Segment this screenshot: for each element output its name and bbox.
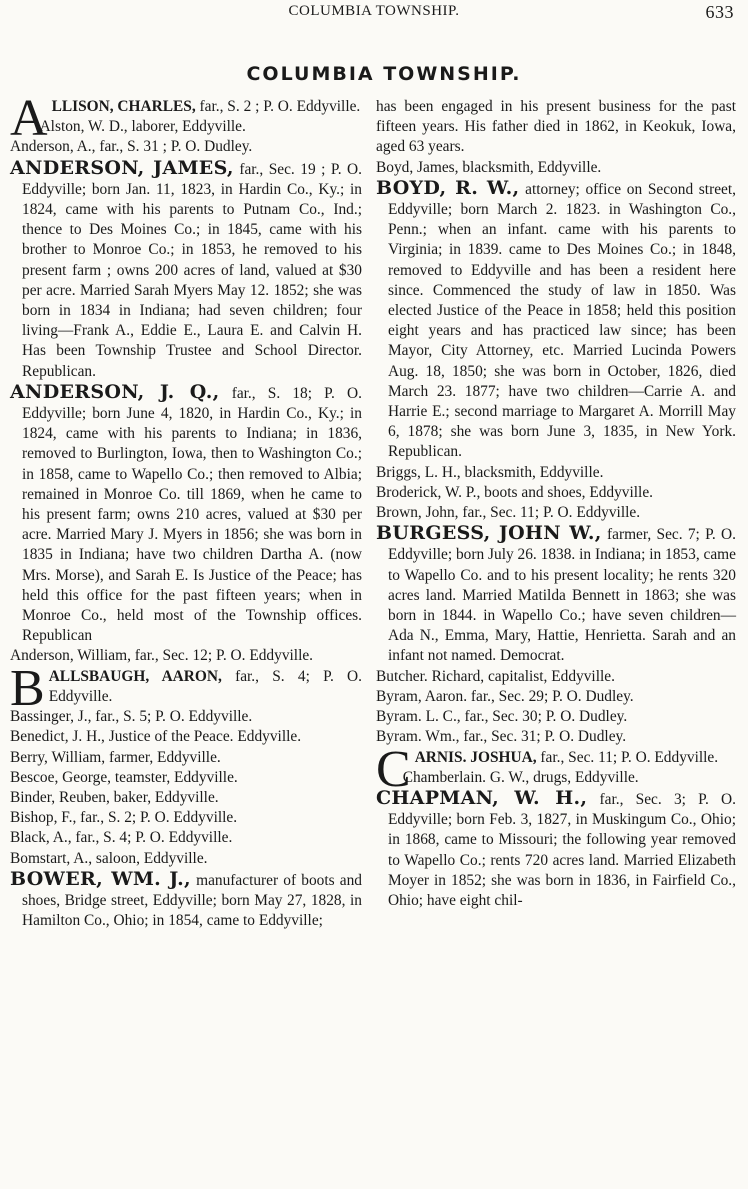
entry-text: Briggs, L. H., blacksmith, Eddyville. <box>376 463 604 481</box>
entry-text: far., S. 18; P. O. Eddyville; born June 4, 1820, in Hardin Co., Ky.; in 1824, came with his parents to Indiana; in 1836, removed to Burlington, Iowa, then to Washington Co.; in 1858, came to Wapello Co.; then removed to Albia; remained in Monroe Co. till 1869, when he came to his present farm; owns 210 acres, valued at $30 per acre. Married Mary J. Myers in 1856; she was born in 1835 in Indiana; have two children Dartha A. (now Mrs. Morse), and Sarah E. Is Justice of the Peace; has held this office for the past fifteen years; when in Monroe Co., held most of the Township offices. Republican <box>22 384 363 645</box>
entry-name: ALLSBAUGH, AARON, <box>48 667 222 685</box>
section-heading: COLUMBIA TOWNSHIP. <box>246 63 522 85</box>
directory-entry <box>376 523 736 666</box>
entry-text: Black, A., far., S. 4; P. O. Eddyville. <box>10 829 233 847</box>
entry-name: ARNIS. JOSHUA, <box>414 748 537 766</box>
entry-text: attorney; office on Second street, Eddyville; born March 2. 1823. in Washington Co., Penn.; when an infant. came with his parents to Virginia; in 1839. came to Des Moines Co.; in 1848, removed to Eddyville and has been a resident here since. Commenced the study of law in 1850. Was elected Justice of the Peace in 1858; held this position eight years and has practiced law since; has been Mayor, City Attorney, etc. Married Lucinda Powers Aug. 18, 1850; she was born in October, 1826, died March 23. 1877; have two children—Carrie A. and Harrie E.; second marriage to Margaret A. Morrill May 6, 1878; she was born June 3, 1835, in New York. Republican. <box>388 180 736 461</box>
right-column <box>376 97 736 911</box>
directory-entry <box>10 768 362 788</box>
directory-entry <box>10 727 362 747</box>
directory-entry <box>10 382 362 647</box>
directory-entry <box>376 727 736 747</box>
drop-cap: C <box>376 740 411 798</box>
entry-text: has been engaged in his present business for the past fifteen years. His father died in 1862, in Keokuk, Iowa, aged 63 years. <box>376 98 736 156</box>
directory-entry <box>376 687 736 707</box>
entry-text: Butcher. Richard, capitalist, Eddyville. <box>376 667 615 685</box>
directory-entry <box>10 117 362 137</box>
entry-text: far., Sec. 11; P. O. Eddyville. <box>536 748 719 766</box>
directory-entry <box>10 137 362 157</box>
entry-name: ANDERSON, J. Q., <box>10 380 220 403</box>
page-number: 633 <box>705 2 734 22</box>
entry-text: Bishop, F., far., S. 2; P. O. Eddyville. <box>10 809 238 827</box>
directory-entry <box>376 97 736 158</box>
directory-entry <box>376 463 736 483</box>
entry-text: Byram, Aaron. far., Sec. 29; P. O. Dudley. <box>376 687 634 705</box>
directory-entry <box>10 849 362 869</box>
entry-text: Binder, Reuben, baker, Eddyville. <box>10 788 219 806</box>
entry-text: Benedict, J. H., Justice of the Peace. Eddyville. <box>10 728 302 746</box>
drop-cap: A <box>10 90 48 147</box>
entry-text: Bescoe, George, teamster, Eddyville. <box>10 768 238 786</box>
directory-entry <box>10 748 362 768</box>
entry-name: LLISON, CHARLES, <box>51 98 196 115</box>
directory-entry <box>10 869 362 932</box>
running-head <box>0 3 748 27</box>
entry-text: far., S. 2 ; P. O. Eddyville. <box>195 98 361 115</box>
entry-text: far., Sec. 19 ; P. O. Eddyville; born Jan. 11, 1823, in Hardin Co., Ky.; in 1824, came with his parents to Putnam Co., Ind.; thence to Des Moines Co.; in 1845, came with his brother to Monroe Co.; in 1853, he removed to his present farm ; owns 200 acres of land, valued at $30 per acre. Married Sarah Myers May 12. 1852; she was born in 1834 in Indiana; had seven children; four living—Frank A., Eddie E., Laura E. and Calvin H. Has been Township Trustee and School Director. Republican. <box>22 160 362 380</box>
entry-text: Anderson, A., far., S. 31 ; P. O. Dudley. <box>10 138 253 156</box>
directory-entry <box>376 788 736 911</box>
entry-name: BOYD, R. W., <box>376 176 520 199</box>
entry-name: ANDERSON, JAMES, <box>10 156 234 179</box>
entry-text: Byram. L. C., far., Sec. 30; P. O. Dudley. <box>376 708 628 726</box>
entry-text: Berry, William, farmer, Eddyville. <box>10 748 221 766</box>
entry-text: Byram. Wm., far., Sec. 31; P. O. Dudley. <box>376 728 627 746</box>
entry-text: Alston, W. D., laborer, Eddyville. <box>39 118 246 136</box>
directory-entry <box>10 646 362 666</box>
directory-entry <box>376 158 736 178</box>
running-head-title: COLUMBIA TOWNSHIP. <box>288 3 460 19</box>
entry-text: Bassinger, J., far., S. 5; P. O. Eddyville. <box>10 708 253 726</box>
entry-name: CHAPMAN, W. H., <box>376 786 588 809</box>
entry-text: Bomstart, A., saloon, Eddyville. <box>10 849 208 867</box>
directory-entry <box>376 768 736 788</box>
drop-cap: B <box>10 659 45 717</box>
directory-entry <box>376 483 736 503</box>
left-column <box>10 90 363 931</box>
entry-name: BOWER, WM. J., <box>10 867 191 890</box>
entry-text: manufacturer of boots and shoes, Bridge street, Eddyville; born May 27, 1828, in Hamilton Co., Ohio; in 1854, came to Eddyville; <box>22 871 362 930</box>
entry-text: Boyd, James, blacksmith, Eddyville. <box>376 158 602 176</box>
entry-text: Brown, John, far., Sec. 11; P. O. Eddyville. <box>376 504 641 522</box>
directory-entry <box>10 158 362 382</box>
directory-entry <box>376 178 736 463</box>
directory-entry <box>10 828 362 848</box>
entry-text: farmer, Sec. 7; P. O. Eddyville; born July 26. 1838. in Indiana; in 1853, came to Wapello Co. and to his present locality; he rents 320 acres land. Married Matilda Bennett in 1863; she was born in 1844. in Wapello Co.; have seven children—Ada N., Emma, Mary, Hattie, Henrietta. Sarah and an infant not named. Democrat. <box>388 526 737 665</box>
entry-text: far., Sec. 3; P. O. Eddyville; born Feb. 3, 1827, in Muskingum Co., Ohio; in 1868, came to Missouri; the following year removed to Wapello Co.; rents 720 acres land. Married Elizabeth Moyer in 1852; she was born in 1836, in Fairfield Co., Ohio; have eight chil- <box>388 790 737 909</box>
entry-text: Chamberlain. G. W., drugs, Eddyville. <box>402 768 639 786</box>
directory-entry <box>376 503 736 523</box>
entry-name: BURGESS, JOHN W., <box>376 522 602 545</box>
directory-entry <box>10 808 362 828</box>
directory-entry <box>376 667 736 687</box>
entry-text: far., S. 4; P. O. Eddyville. <box>48 667 362 705</box>
entry-text: Broderick, W. P., boots and shoes, Eddyville. <box>376 483 654 501</box>
directory-entry <box>10 788 362 808</box>
entry-text: Anderson, William, far., Sec. 12; P. O. Eddyville. <box>10 647 314 665</box>
directory-entry <box>376 707 736 727</box>
directory-entry <box>10 707 362 727</box>
